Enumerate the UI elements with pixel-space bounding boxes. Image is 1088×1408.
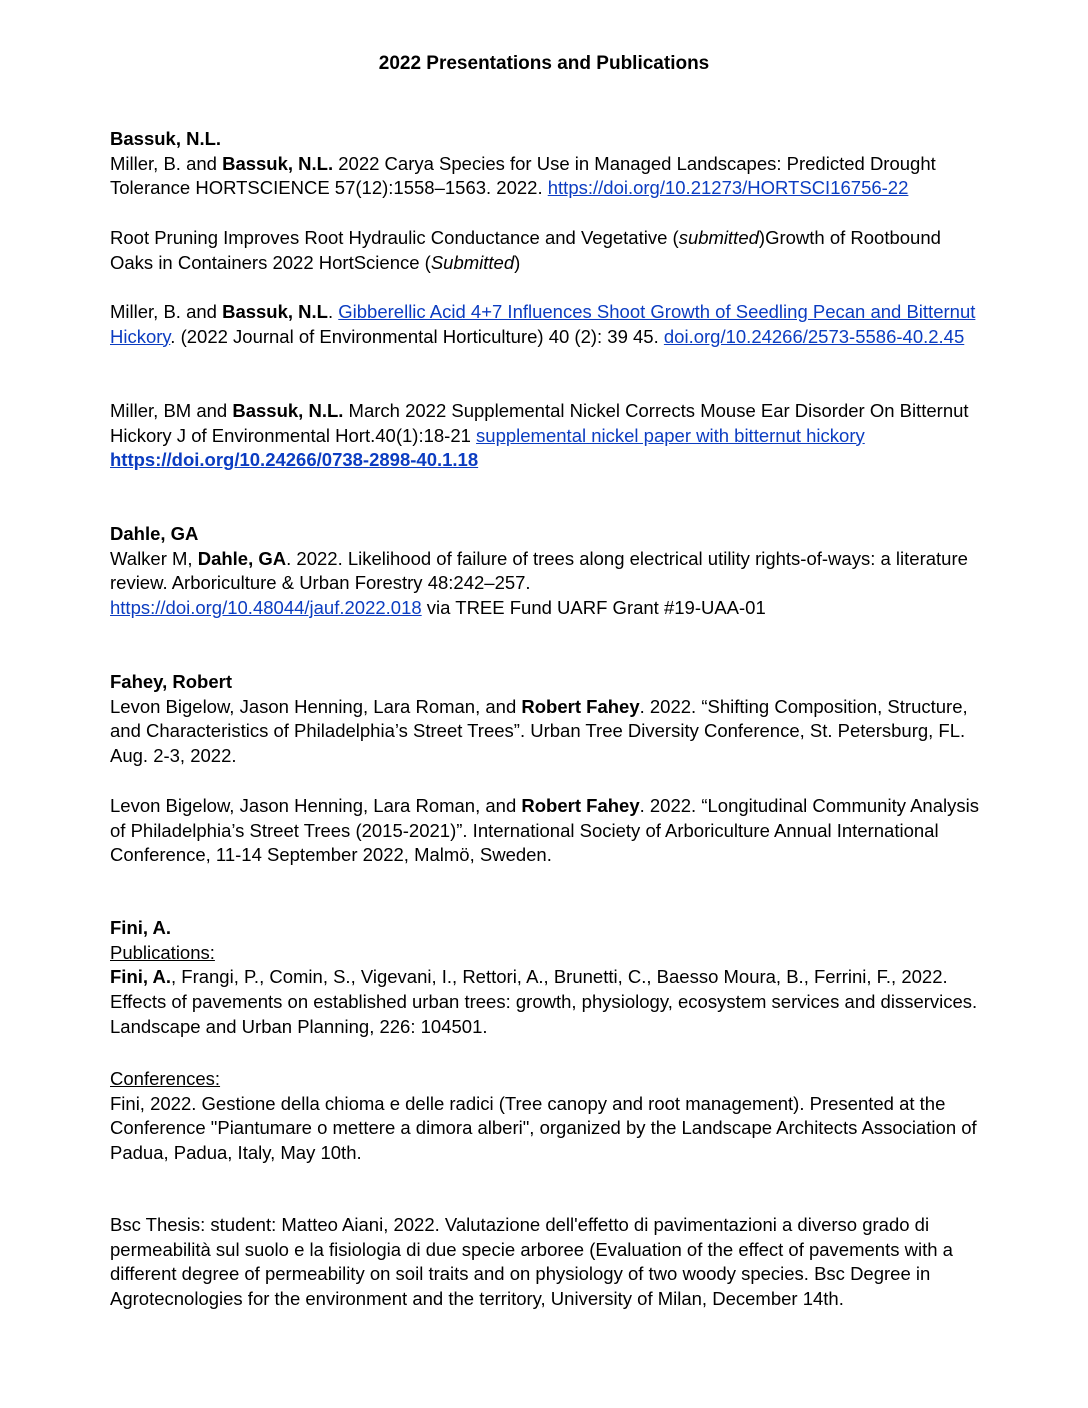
entry-status: Submitted — [430, 251, 515, 273]
publication-entry — [110, 794, 980, 868]
entry-text: . 2022. “Shifting Composition, Structure, and Characteristics of Philadelphia’s Street Trees”. Urban Tree Diversity Conference, St. Petersburg, FL. Aug. 2-3, 2022. — [110, 695, 968, 767]
publication-entry — [110, 547, 980, 621]
author-name: Robert Fahey — [521, 695, 640, 717]
doi-link[interactable]: https://doi.org/10.21273/HORTSCI16756-22 — [547, 177, 909, 199]
author-name: Bassuk, N.L. — [232, 400, 344, 421]
section-fini — [110, 916, 980, 1040]
thesis-text: Bsc Thesis: student: Matteo Aiani, 2022. Valutazione dell'effetto di pavimentazioni a diverso grado di permeabilità sul suolo e la fisiologia di due specie arboree (Evaluation of the effect of pavements with a different degree of permeability on soil traits and on physiology of two woody species. Bsc Degree in Agrotecnologies for the environment and the territory, University of Milan, December 14th. — [110, 1214, 953, 1310]
entry-text: via TREE Fund UARF Grant #19-UAA-01 — [421, 597, 766, 619]
entry-text: . (2022 Journal of Environmental Horticulture) 40 (2): 39 45. — [170, 325, 664, 347]
publication-entry — [110, 965, 980, 1039]
thesis-entry — [110, 1213, 980, 1312]
entry-text: . 2022. Likelihood of failure of trees along electrical utility rights-of-ways: a literature review. Arboriculture & Urban Forestry 48:242–257. — [110, 547, 968, 594]
entry-text: . — [327, 301, 339, 322]
author-heading-fini: Fini, A. — [110, 917, 171, 938]
section-dahle — [110, 522, 980, 621]
author-name: Bassuk, N.L — [222, 301, 328, 322]
entry-text: 2022 Carya Species for Use in Managed Landscapes: Predicted Drought Tolerance HORTSCIENCE 57(12):1558–1563. 2022. — [110, 152, 936, 199]
doi-link[interactable]: doi.org/10.24266/2573-5586-40.2.45 — [663, 325, 965, 347]
doi-link[interactable]: https://doi.org/10.48044/jauf.2022.018 — [110, 597, 422, 619]
author-name: Bassuk, N.L. — [222, 152, 334, 174]
entry-text: Root Pruning Improves Root Hydraulic Conductance and Vegetative ( — [110, 227, 679, 248]
publication-entry — [110, 399, 980, 473]
author-heading-dahle: Dahle, GA — [110, 523, 199, 544]
entry-text: )Growth of Rootbound Oaks in Containers 2022 HortScience ( — [110, 227, 941, 273]
conference-entry: Fini, 2022. Gestione della chioma e delle radici (Tree canopy and root management). Presented at the Conference "Piantumare o mettere a dimora alberi", organized by the Landscape Architects Association of Padua, Padua, Italy, May 10th. — [110, 1092, 977, 1164]
publications-label: Publications: — [110, 941, 215, 963]
author-name: Dahle, GA — [197, 547, 287, 569]
entry-status: submitted — [678, 227, 759, 248]
entry-text: , Frangi, P., Comin, S., Vigevani, I., Rettori, A., Brunetti, C., Baesso Moura, B., Ferrini, F., 2022. Effects of pavements on established urban trees: growth, physiology, ecosystem services and disservices. Landscape and Urban Planning, 226: 104501. — [110, 966, 978, 1037]
publication-entry — [110, 300, 980, 349]
author-name: Fini, A. — [110, 966, 171, 988]
entry-text: Levon Bigelow, Jason Henning, Lara Roman, and — [110, 795, 522, 816]
paper-link[interactable]: supplemental nickel paper with bitternut hickory — [476, 424, 865, 446]
author-name: Robert Fahey — [521, 795, 640, 816]
entry-text: . 2022. “Longitudinal Community Analysis of Philadelphia’s Street Trees (2015-2021)”. International Society of Arboriculture Annual International Conference, 11-14 September 2022, Malmö, Sweden. — [110, 795, 979, 866]
section-bassuk — [110, 127, 980, 201]
doi-link[interactable]: https://doi.org/10.24266/0738-2898-40.1.18 — [110, 449, 479, 471]
author-heading-bassuk: Bassuk, N.L. — [110, 128, 222, 149]
author-heading-fahey: Fahey, Robert — [110, 671, 232, 692]
conferences-label: Conferences: — [110, 1068, 221, 1089]
entry-text: Levon Bigelow, Jason Henning, Lara Roman, and — [110, 695, 522, 717]
entry-text: Walker M, — [110, 547, 198, 569]
publication-entry — [110, 226, 980, 275]
entry-text: ) — [514, 251, 521, 273]
entry-text: Miller, BM and — [110, 400, 233, 421]
publication-entry — [110, 695, 980, 769]
entry-text: Miller, B. and — [110, 301, 223, 322]
section-fahey — [110, 670, 980, 769]
article-link[interactable]: Gibberellic Acid 4+7 Influences Shoot Growth of Seedling Pecan and Bitternut Hickory — [110, 301, 976, 347]
section-fini-conferences — [110, 1067, 980, 1166]
page-title: 2022 Presentations and Publications — [378, 53, 710, 74]
entry-text: March 2022 Supplemental Nickel Corrects Mouse Ear Disorder On Bitternut Hickory J of Environmental Hort.40(1):18-21 — [110, 400, 969, 446]
entry-text: Miller, B. and — [110, 152, 223, 174]
publication-entry — [110, 152, 980, 201]
